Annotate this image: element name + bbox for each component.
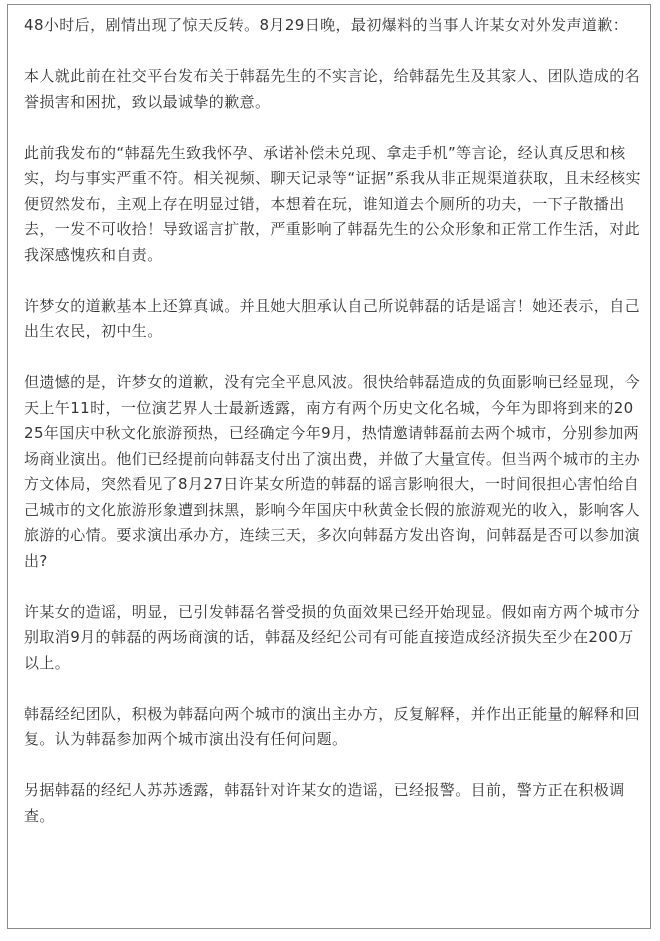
paragraph-5: 但遗憾的是，许梦女的道歉，没有完全平息风波。很快给韩磊造成的负面影响已经显现，今天上午11时，一位演艺界人士最新透露，南方有两个历史文化名城，今年为即将到来的2025年国庆中秋文化旅游预热，已经确定今年9月，热情邀请韩磊前去两个城市，分别参加两场商业演出。他们已经提前向韩磊支付出了演出费，并做了大量宣传。但当两个城市的主办方文体局，突然看见了8月27日许某女所造的韩磊的谣言影响很大，一时间很担心害怕给自己城市的文化旅游形象遭到抹黑，影响今年国庆中秋黄金长假的旅游观光的收入，影响客人旅游的心情。要求演出承办方，连续三天，多次向韩磊方发出咨询，问韩磊是否可以参加演出? — [24, 373, 641, 570]
paragraph-8: 另据韩磊的经纪人苏苏透露，韩磊针对许某女的造谣，已经报警。目前，警方正在积极调查。 — [24, 781, 625, 825]
article-body — [24, 13, 641, 829]
paragraph-1: 48小时后，剧情出现了惊天反转。8月29日晚，最初爆料的当事人许某女对外发声道歉： — [24, 16, 629, 34]
paragraph-6: 许某女的造谣，明显，已引发韩磊名誉受损的负面效果已经开始现显。假如南方两个城市分别取消9月的韩磊的两场商演的话，韩磊及经纪公司有可能直接造成经济损失至少在200万以上。 — [24, 602, 641, 672]
paragraph-7: 韩磊经纪团队，积极为韩磊向两个城市的演出主办方，反复解释，并作出正能量的解释和回复。认为韩磊参加两个城市演出没有任何问题。 — [24, 704, 641, 748]
paragraph-4: 许梦女的道歉基本上还算真诚。并且她大胆承认自己所说韩磊的话是谣言！她还表示，自己出生农民，初中生。 — [24, 296, 641, 340]
paragraph-2: 本人就此前在社交平台发布关于韩磊先生的不实言论，给韩磊先生及其家人、团队造成的名誉损害和困扰，致以最诚挚的歉意。 — [24, 67, 641, 111]
paragraph-3: 此前我发布的“韩磊先生致我怀孕、承诺补偿未兑现、拿走手机”等言论，经认真反思和核实，均与事实严重不符。相关视频、聊天记录等“证据”系我从非正规渠道获取，且未经核实便贸然发布，主观上存在明显过错，本想着在玩，谁知道去个厕所的功夫，一下子散播出去，一发不可收拾！导致谣言扩散，严重影响了韩磊先生的公众形象和正常工作生活，对此我深感愧疚和自责。 — [24, 143, 641, 264]
